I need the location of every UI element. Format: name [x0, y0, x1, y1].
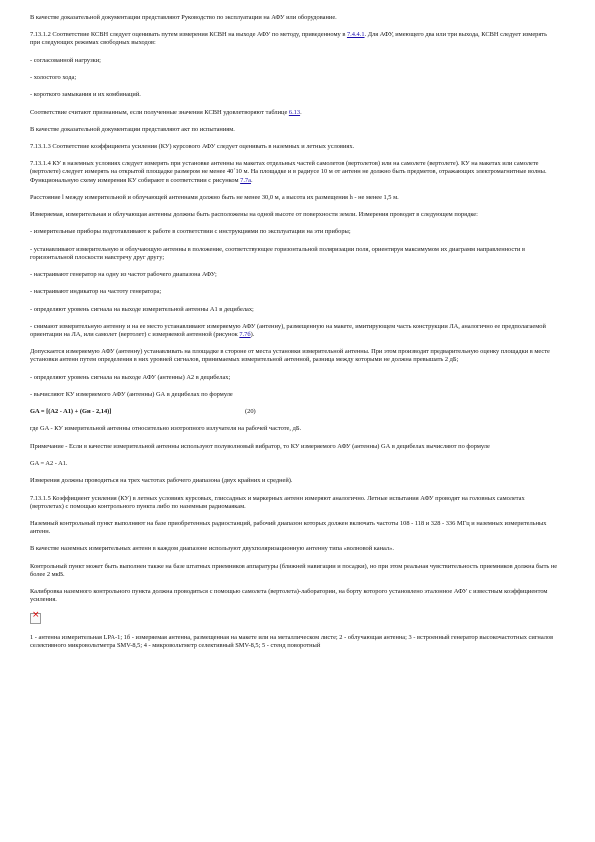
list-item: - согласованной нагрузки; — [30, 56, 101, 64]
list-item: - холостого хода; — [30, 73, 77, 81]
broken-image-icon[interactable] — [30, 613, 41, 624]
link-figure-7-7a[interactable]: 7.7а — [240, 176, 251, 184]
figure-placeholder — [30, 613, 558, 624]
paragraph: Расстояние l между измерительной и облучающей антеннами должно быть не менее 30,0 м, а высота их размещения h - не менее 1,5 м. — [30, 193, 399, 201]
paragraph: В качестве доказательной документации представляют Руководство по эксплуатации на АФУ или оборудование. — [30, 14, 337, 21]
list-item: - снимают измерительную антенну и на ее место устанавливают измеряемую АФУ (антенну), размещенную на макете, имитирующем часть конструкции ЛА, аналогично ее предполагаемой ориентации на ЛА, или самолет (вертолет) с измеряемой антенной (рисунок 7.7б). — [30, 322, 546, 338]
paragraph: Измерения должны проводиться на трех частотах рабочего диапазона (двух крайних и средней). — [30, 477, 293, 485]
list-item: - короткого замыкания и их комбинаций. — [30, 91, 141, 99]
list-item: - определяют уровень сигнала на выходе АФУ (антенны) A2 в децибелах; — [30, 373, 231, 381]
formula-note: GA = A2 - A1. — [30, 460, 68, 468]
figure-caption: 1 - антенна измерительная LPA-1; 1б - измеряемая антенна, размещенная на макете или на металлическом листе; 2 - облучающая антенна; 3 - встроенный генератор высокочастотных сигналов селективного микровольтметра SMV-8,5; 4 - микровольтметр селективный SMV-8,5; 5 - стенд поворотный — [30, 633, 554, 649]
list-item: - определяют уровень сигнала на выходе измерительной антенны A1 в децибелах; — [30, 305, 254, 313]
formula-20 — [30, 408, 558, 416]
paragraph: Контрольный пункт может быть выполнен также на базе штатных приемников аппаратуры (ближней навигации и посадки), но при этом реальная чувствительность приемников должна быть не более 2 мкВ. — [30, 562, 558, 578]
paragraph: Допускается измеряемую АФУ (антенну) устанавливать на площадке в стороне от места установки измерительной антенны. При этом производят предварительную оценку площадки в месте установки антенн путем определения в них уровней сигналов, принимаемых измерительной антенной, разница между которыми не должна превышать 2 дБ; — [30, 348, 550, 364]
formula-number: (20) — [245, 408, 256, 416]
paragraph: Калибровка наземного контрольного пункта должна проводиться с помощью самолета (вертолета)-лаборатории, на борту которого установлено эталонное АФУ с известным коэффициентом усиления. — [30, 588, 548, 604]
list-item: - вычисляют КУ измеряемого АФУ (антенны) GА в децибелах по формуле — [30, 390, 233, 398]
paragraph: 7.13.1.4 КУ в наземных условиях следует измерять при установке антенны на макетах отдельных частей самолетов (вертолетов) или на самолете (вертолете). КУ на макетах или самолете (вертолете) следует измерять на открытой площадке размером не менее 40´10 м. На площадке и в радиусе 10 м от антенн не должно быть предметов, отражающих электромагнитные волны. Функциональную схему измерения КУ собирают в соответствии с рисунком 7.7а. — [30, 160, 547, 184]
link-figure-7-7b[interactable]: 7.7б — [239, 330, 251, 338]
link-clause-7-4-4-1[interactable]: 7.4.4.1 — [346, 31, 365, 39]
paragraph: 7.13.1.2 Соответствие КСВН следует оценивать путем измерения КСВН на выходе АФУ по методу, приведенному в 7.4.4.1. Для АФУ, имеющего два или три выхода, КСВН следует измерять при следующих режимах свободных выходов: — [30, 31, 548, 47]
paragraph: В качестве доказательной документации представляют акт по испытаниям. — [30, 125, 235, 133]
paragraph: Наземный контрольный пункт выполняют на базе приобретенных радиостанций, рабочий диапазон которых должен включать частоты 108 - 118 и 328 - 336 МГц и наземных измерительных антенн. — [30, 519, 547, 536]
document-page — [30, 14, 558, 652]
paragraph: где GA - КУ измерительной антенны относительно изотропного излучателя на рабочей частоте, дБ. — [30, 425, 302, 433]
list-item: - измерительные приборы подготавливают к работе в соответствии с инструкциями по эксплуатации на эти приборы; — [30, 228, 351, 236]
link-table-6-13[interactable]: 6.13 — [288, 108, 301, 116]
paragraph: В качестве наземных измерительных антенн в каждом диапазоне используют двухполяризационную антенну типа «волновой канал». — [30, 545, 394, 553]
paragraph: Соответствие считают признанным, если полученные значения КСВН удовлетворяют таблице 6.13. — [30, 108, 302, 116]
paragraph: 7.13.1.5 Коэффициент усиления (КУ) в летных условиях курсовых, глиссадных и маркерных антенн измеряют аналогично. Летные испытания АФУ проводят на головных самолетах (вертолетах) с помощью контрольного пункта либо по наземным радиомаякам. — [30, 494, 525, 510]
list-item: - настраивают генератор на одну из частот рабочего диапазона АФУ; — [30, 271, 217, 279]
note: Примечание - Если в качестве измерительной антенны используют полуволновый вибратор, то КУ измеряемого АФУ (антенны) GА в децибелах вычисляют по формуле — [30, 442, 490, 450]
formula-expression: GA = [(A2 - A1) + (Gи - 2,14)] — [30, 408, 112, 416]
list-item: - устанавливают измерительную и облучающую антенны в положение, соответствующее горизонтальной поляризации поля, ориентируя максимумом их диаграмм направленности в горизонтальной плоскости навстречу друг другу; — [30, 245, 526, 261]
list-item: - настраивают индикатор на частоту генератора; — [30, 288, 162, 296]
paragraph: Измеряемая, измерительная и облучающая антенны должны быть расположены на одной высоте от поверхности земли. Измерения проводят в следующем порядке: — [30, 211, 478, 219]
paragraph: 7.13.1.3 Соответствие коэффициента усиления (КУ) курсового АФУ следует оценивать в наземных и летных условиях. — [30, 143, 355, 151]
